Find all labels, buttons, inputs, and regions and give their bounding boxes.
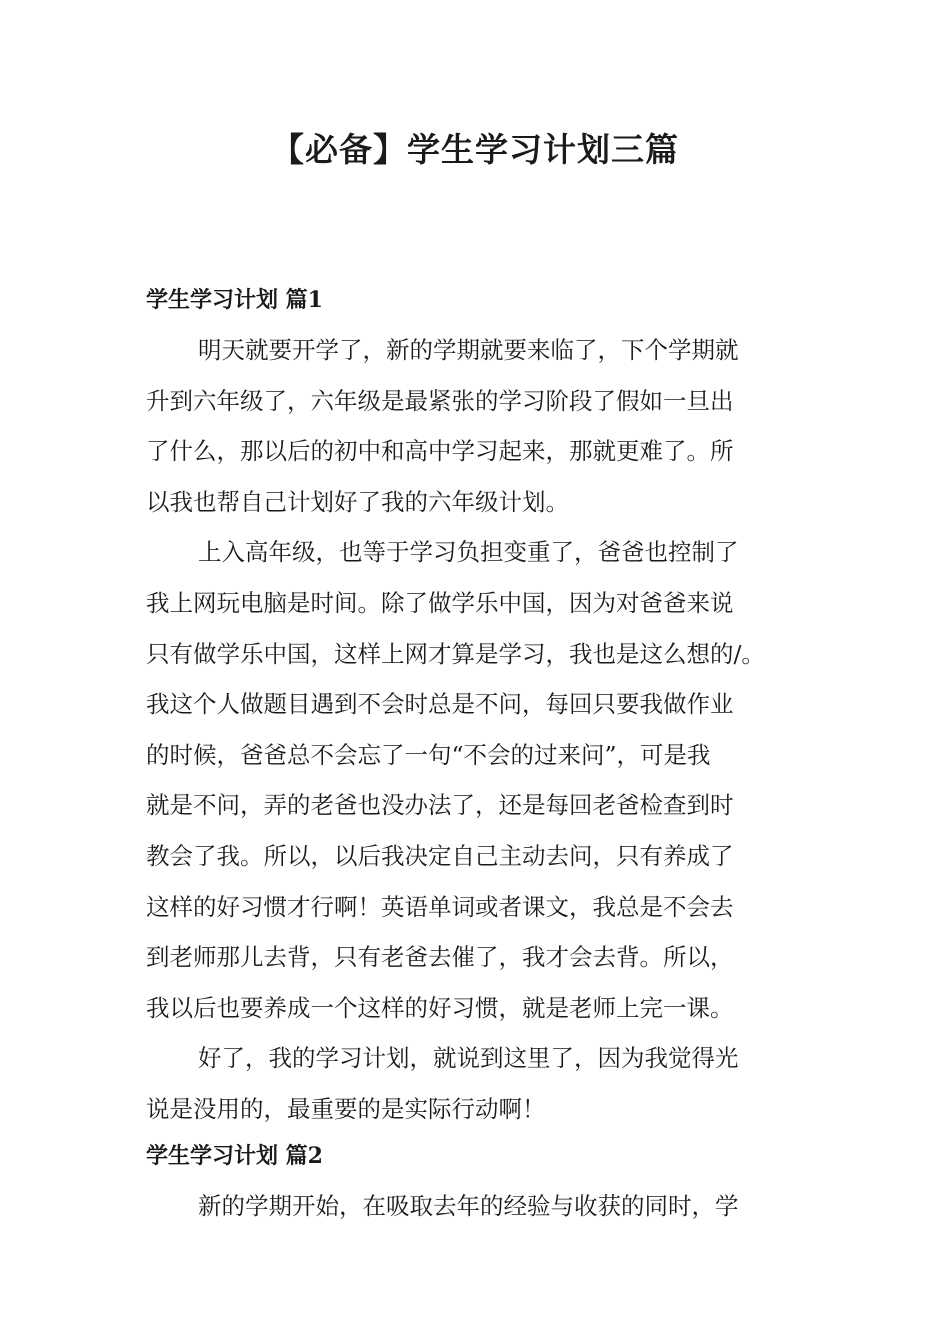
text-line: 我上网玩电脑是时间。除了做学乐中国，因为对爸爸来说 [146,588,734,617]
text-line: 升到六年级了，六年级是最紧张的学习阶段了假如一旦出 [146,386,734,415]
text-line: 到老师那儿去背，只有老爸去催了，我才会去背。所以， [146,943,734,972]
text-line: 的时候，爸爸总不会忘了一句“不会的过来问”，可是我 [146,740,711,769]
text-line: 我以后也要养成一个这样的好习惯，就是老师上完一课。 [146,993,734,1022]
text-line: 说是没用的，最重要的是实际行动啊！ [146,1094,546,1123]
text-line: 只有做学乐中国，这样上网才算是学习，我也是这么想的/。 [146,639,765,668]
section-1 [146,279,808,1135]
text-line: 好了，我的学习计划，就说到这里了，因为我觉得光 [198,1044,739,1073]
text-line: 上入高年级，也等于学习负担变重了，爸爸也控制了 [198,538,739,567]
section-heading: 学生学习计划 篇1 [146,287,323,313]
text-line: 就是不问，弄的老爸也没办法了，还是每回老爸检查到时 [146,791,734,820]
paragraph [146,325,808,527]
paragraph [146,1033,808,1134]
text-line: 以我也帮自己计划好了我的六年级计划。 [146,487,569,516]
text-line: 教会了我。所以，以后我决定自己主动去问，只有养成了 [146,841,734,870]
section-2 [146,1135,808,1232]
text-line: 了什么，那以后的初中和高中学习起来，那就更难了。所 [146,437,734,466]
text-line: 我这个人做题目遇到不会时总是不问，每回只要我做作业 [146,690,734,719]
text-line: 这样的好习惯才行啊！英语单词或者课文，我总是不会去 [146,892,734,921]
text-line: 明天就要开学了，新的学期就要来临了，下个学期就 [198,336,739,364]
document-title: 【必备】学生学习计划三篇 [271,130,679,169]
section-heading: 学生学习计划 篇2 [146,1142,323,1169]
paragraph [146,527,808,1033]
paragraph [146,1181,808,1232]
text-line: 新的学期开始，在吸取去年的经验与收获的同时，学 [198,1191,739,1220]
document-body [146,279,808,1231]
